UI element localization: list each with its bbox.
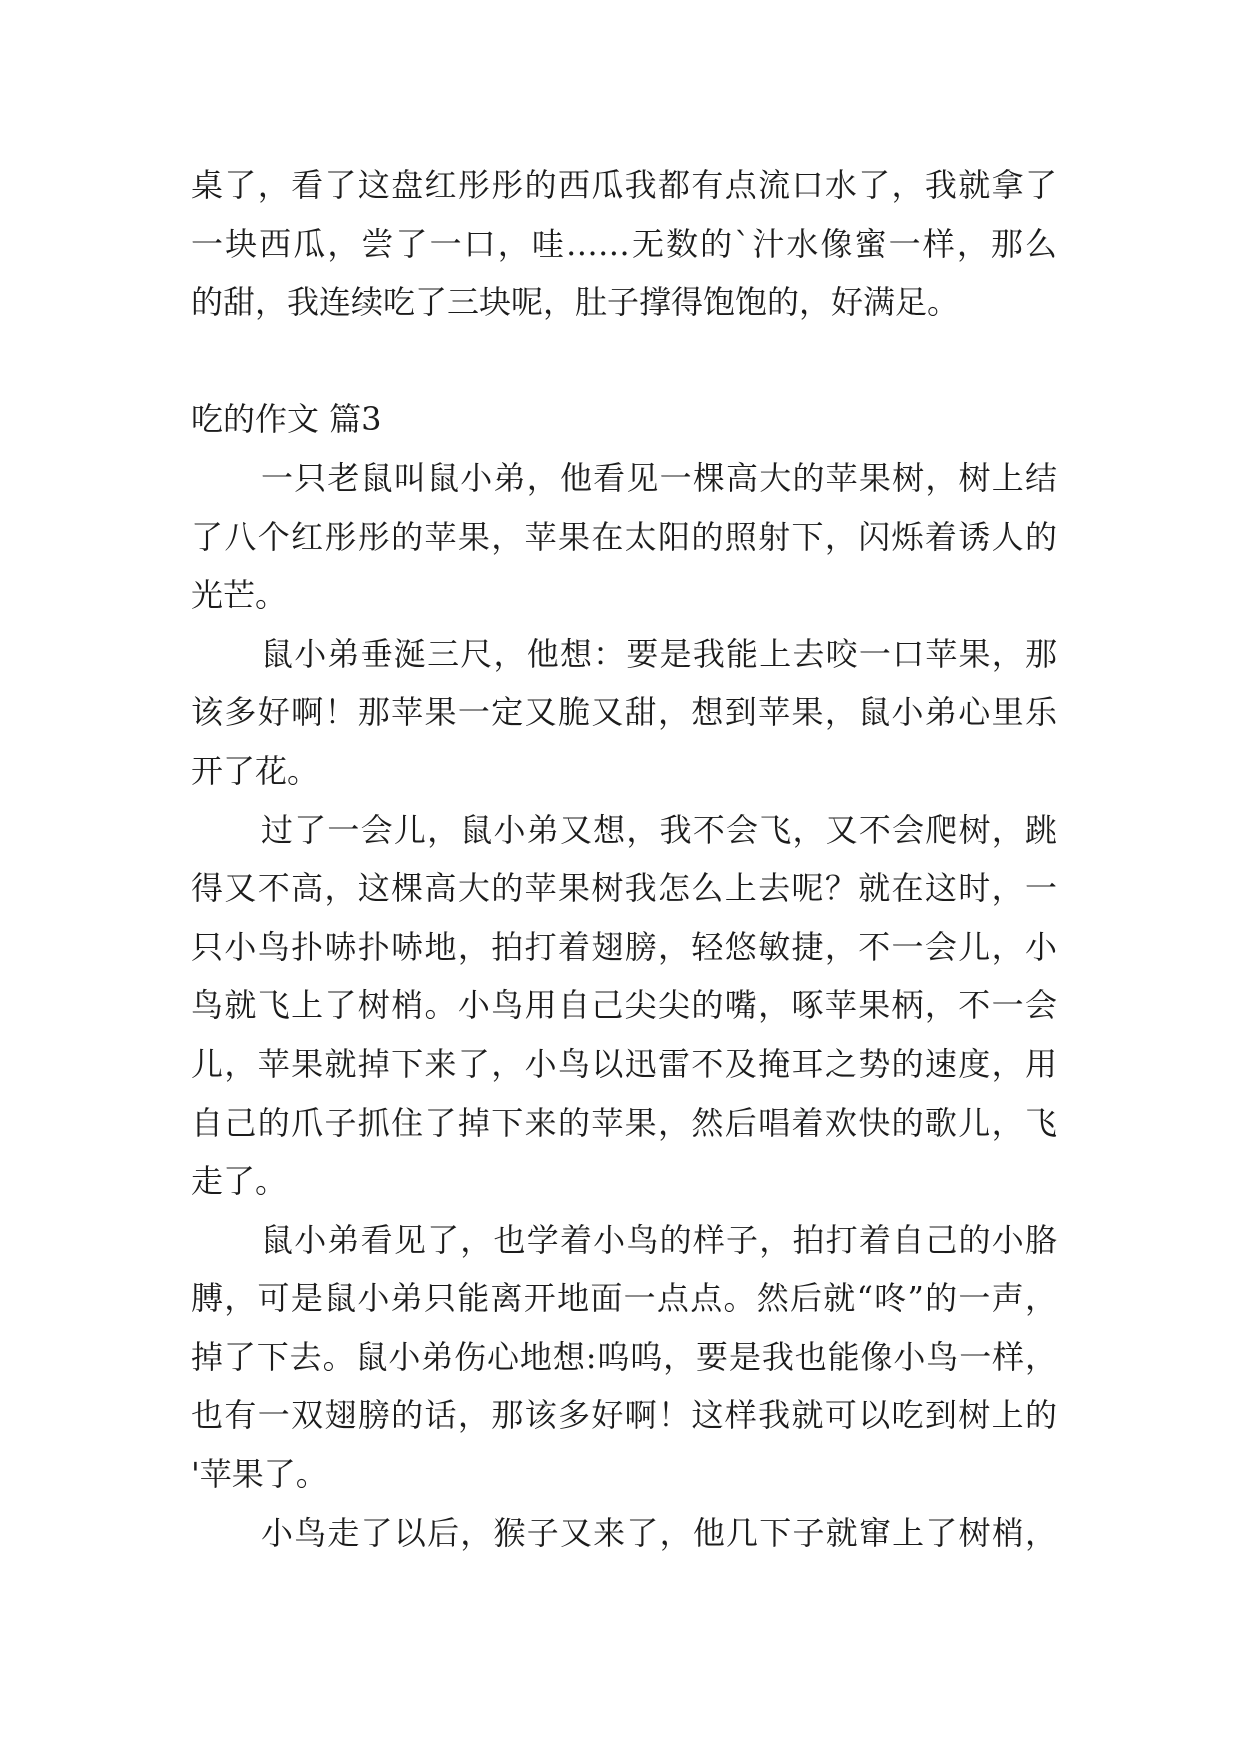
text-line: 一只老鼠叫鼠小弟，他看见一棵高大的苹果树，树上结 <box>261 458 1057 497</box>
text-line: 鸟就飞上了树梢。小鸟用自己尖尖的嘴，啄苹果柄，不一会 <box>191 986 1057 1025</box>
text-line: 得又不高，这棵高大的苹果树我怎么上去呢？就在这时，一 <box>191 869 1057 908</box>
text-line: 过了一会儿，鼠小弟又想，我不会飞，又不会爬树，跳 <box>261 810 1057 849</box>
paragraph <box>191 625 1057 801</box>
text-line: 鼠小弟看见了，也学着小鸟的样子，拍打着自己的小胳 <box>261 1220 1057 1259</box>
continued-paragraph <box>191 156 1057 332</box>
text-line: 掉了下去。鼠小弟伤心地想:呜呜，要是我也能像小鸟一样， <box>191 1337 1057 1376</box>
text-line: 也有一双翅膀的话，那该多好啊！这样我就可以吃到树上的 <box>191 1396 1057 1435</box>
text-line: 膊，可是鼠小弟只能离开地面一点点。然后就“咚”的一声， <box>191 1279 1057 1318</box>
text-line: 开了花。 <box>191 751 320 790</box>
text-line: 只小鸟扑哧扑哧地，拍打着翅膀，轻悠敏捷，不一会儿，小 <box>191 927 1057 966</box>
text-line: 一块西瓜，尝了一口，哇……无数的`汁水像蜜一样，那么 <box>191 224 1057 263</box>
paragraph <box>191 449 1057 625</box>
text-line: 了八个红彤彤的苹果，苹果在太阳的照射下，闪烁着诱人的 <box>191 517 1057 556</box>
paragraph <box>191 801 1057 1211</box>
document-page <box>191 156 1057 1562</box>
text-line: 桌了，看了这盘红彤彤的西瓜我都有点流口水了，我就拿了 <box>191 166 1057 204</box>
text-line: 走了。 <box>191 1162 288 1201</box>
text-line: '苹果了。 <box>191 1455 328 1494</box>
text-line: 儿，苹果就掉下来了，小鸟以迅雷不及掩耳之势的速度，用 <box>191 1044 1057 1083</box>
paragraph <box>191 1504 1057 1563</box>
text-line: 的甜，我连续吃了三块呢，肚子撑得饱饱的，好满足。 <box>191 283 960 322</box>
text-line: 该多好啊！那苹果一定又脆又甜，想到苹果，鼠小弟心里乐 <box>191 693 1057 732</box>
text-line: 鼠小弟垂涎三尺，他想：要是我能上去咬一口苹果，那 <box>261 634 1057 673</box>
text-line: 小鸟走了以后，猴子又来了，他几下子就窜上了树梢， <box>261 1513 1057 1552</box>
paragraph <box>191 1211 1057 1504</box>
section-heading: 吃的作文 篇3 <box>191 400 382 439</box>
text-line: 自己的爪子抓住了掉下来的苹果，然后唱着欢快的歌儿，飞 <box>191 1103 1057 1142</box>
text-line: 光芒。 <box>191 576 288 615</box>
